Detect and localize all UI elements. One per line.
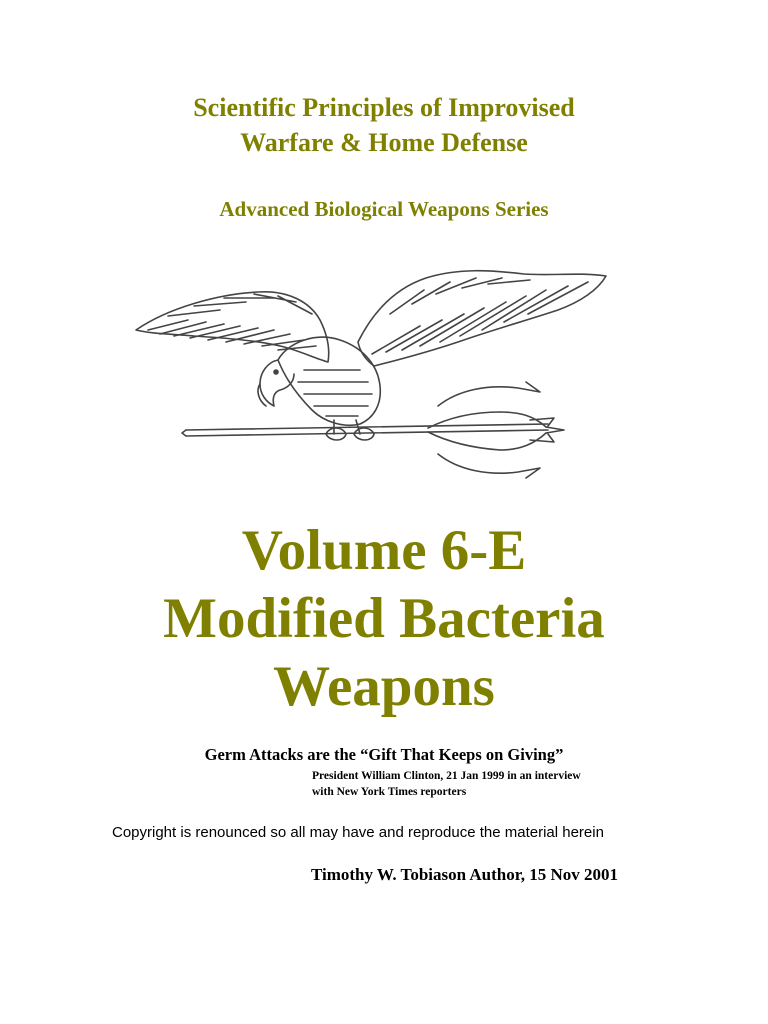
volume-title-line-1: Volume 6-E (241, 519, 527, 582)
series-title-line-2: Warfare & Home Defense (240, 128, 528, 157)
series-subtitle: Advanced Biological Weapons Series (219, 197, 549, 221)
epigraph-attribution (312, 768, 672, 800)
eagle-trident-emblem-icon (128, 250, 616, 480)
author-line: Timothy W. Tobiason Author, 15 Nov 2001 (310, 865, 618, 884)
series-title-line-1: Scientific Principles of Improvised (193, 93, 575, 122)
epigraph-quote: Germ Attacks are the “Gift That Keeps on Giving” (204, 745, 564, 764)
volume-title-line-3: Weapons (273, 655, 495, 718)
volume-title-line-2: Modified Bacteria (163, 587, 605, 650)
series-title (0, 90, 768, 160)
copyright-notice: Copyright is renounced so all may have and reproduce the material herein (112, 824, 604, 841)
attribution-line-1: President William Clinton, 21 Jan 1999 in an interview (312, 770, 581, 782)
attribution-line-2: with New York Times reporters (312, 786, 467, 798)
volume-title (0, 517, 768, 721)
